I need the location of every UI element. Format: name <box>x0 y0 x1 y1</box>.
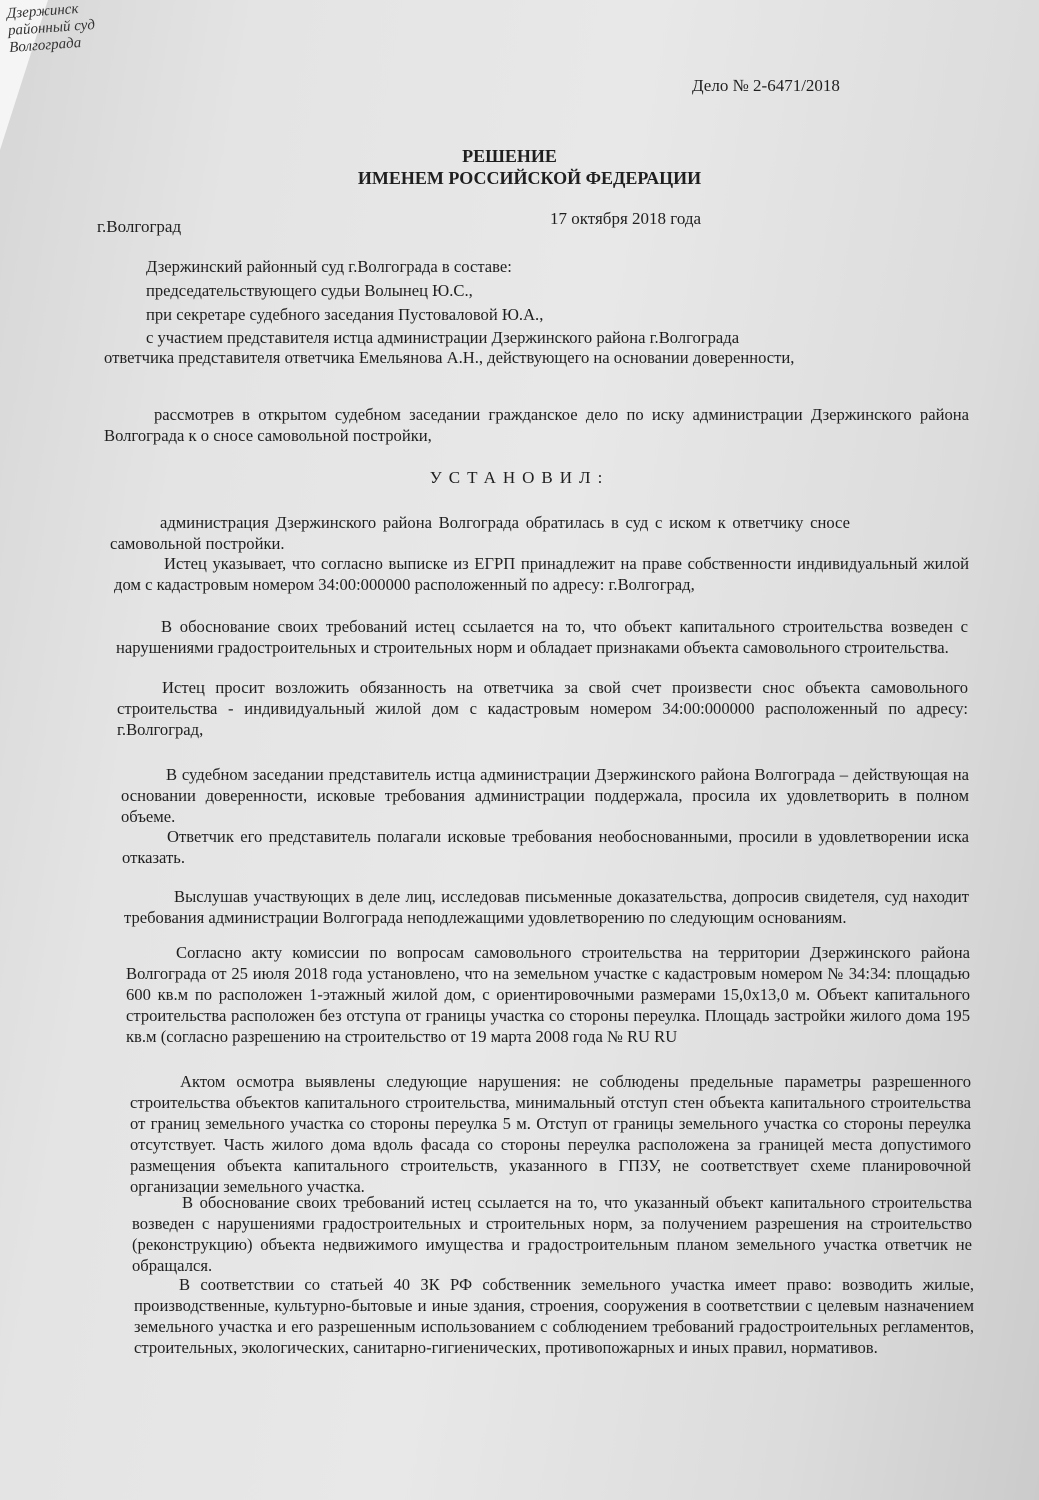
paragraph: В обоснование своих требований истец ссылается на то, что указанный объект капитального строительства возведен с нарушениями градостроительных и строительных норм, за получением разрешения на строительство (реконструкцию) объекта недвижимого имущества и градостроительным планом земельного участка ответчик не обращался. <box>132 1193 972 1275</box>
intro-considered: рассмотрев в открытом судебном заседании гражданское дело по иску администрации Дзержинского района Волгограда к о сносе самовольной постройки, <box>104 405 969 445</box>
intro-secretary: при секретаре судебного заседания Пустоваловой Ю.А., <box>146 305 544 324</box>
paragraph: В судебном заседании представитель истца администрации Дзержинского района Волгограда – действующая на основании доверенности, исковые требования администрации поддержала, просила их удовлетворить в полном объеме. <box>121 765 969 826</box>
intro-participants: с участием представителя истца администрации Дзержинского района г.Волгограда <box>146 328 740 347</box>
paragraph: Актом осмотра выявлены следующие нарушения: не соблюдены предельные параметры разрешенного строительства объектов капитального строительства, минимальный отступ стен объекта капитального строительства от границ земельного участка со стороны переулка 5 м. Отступ от границы земельного участка со стороны переулка отсутствует. Часть жилого дома вдоль фасада со стороны переулка расположена за границей места допустимого размещения объекта капитального строительств, указанного в ГПЗУ, не соответствует схеме планировочной организации земельного участка. <box>130 1072 971 1196</box>
paragraph: Выслушав участвующих в деле лиц, исследовав письменные доказательства, допросив свидетеля, суд находит требования администрации Волгограда неподлежащими удовлетворению по следующим основаниям. <box>124 887 969 927</box>
stamp-line: Волгограда <box>8 34 82 56</box>
decision-date: 17 октября 2018 года <box>550 209 702 228</box>
intro-judge: председательствующего судьи Волынец Ю.С., <box>146 281 473 300</box>
document-subtitle: ИМЕНЕМ РОССИЙСКОЙ ФЕДЕРАЦИИ <box>357 168 702 188</box>
paragraph: Истец указывает, что согласно выписке из ЕГРП принадлежит на праве собственности индивидуальный жилой дом с кадастровым номером 34:00:000000 расположенный по адресу: г.Волгоград, <box>114 554 969 594</box>
stamp-line: районный суд <box>7 16 96 40</box>
section-title: УСТАНОВИЛ: <box>429 468 610 487</box>
paragraph: администрация Дзержинского района Волгограда обратилась в суд с иском к ответчику сносе самовольной постройки. <box>110 513 850 553</box>
paragraph: Истец просит возложить обязанность на ответчика за свой счет произвести снос объекта самовольного строительства - индивидуальный жилой дом с кадастровым номером 34:00:000000 расположенный по адресу: г.Волгоград, <box>117 678 968 739</box>
stamp-line: Дзержинск <box>6 1 79 23</box>
case-number: Дело № 2-6471/2018 <box>692 76 840 95</box>
paragraph: В соответствии со статьей 40 ЗК РФ собственник земельного участка имеет право: возводить жилые, производственные, культурно-бытовые и иные здания, строения, сооружения в соответствии с целевым назначением земельного участка и его разрешенным использованием с соблюдением требований градостроительных регламентов, строительных, экологических, санитарно-гигиенических, противопожарных и иных правил, нормативов. <box>134 1275 974 1357</box>
intro-court: Дзержинский районный суд г.Волгограда в составе: <box>146 257 512 276</box>
intro-defendant: ответчика представителя ответчика Емельянова А.Н., действующего на основании доверенности, <box>104 348 795 367</box>
document-title: РЕШЕНИЕ <box>462 146 557 166</box>
court-stamp <box>6 1 96 57</box>
paragraph: В обоснование своих требований истец ссылается на то, что объект капитального строительства возведен с нарушениями градостроительных и строительных норм и обладает признаками объекта самовольного строительства. <box>116 617 968 657</box>
paragraph: Согласно акту комиссии по вопросам самовольного строительства на территории Дзержинского района Волгограда от 25 июля 2018 года установлено, что на земельном участке с кадастровым номером № 34:34: площадью 600 кв.м по расположен 1-этажный жилой дом, с ориентировочными размерами 15,0х13,0 м. Объект капитального строительства расположен без отступа от границы участка со стороны переулка. Площадь застройки жилого дома 195 кв.м (согласно разрешению на строительство от 19 марта 2008 года № RU RU <box>126 943 970 1046</box>
paragraph: Ответчик его представитель полагали исковые требования необоснованными, просили в удовлетворении иска отказать. <box>122 827 969 867</box>
city: г.Волгоград <box>97 217 182 236</box>
